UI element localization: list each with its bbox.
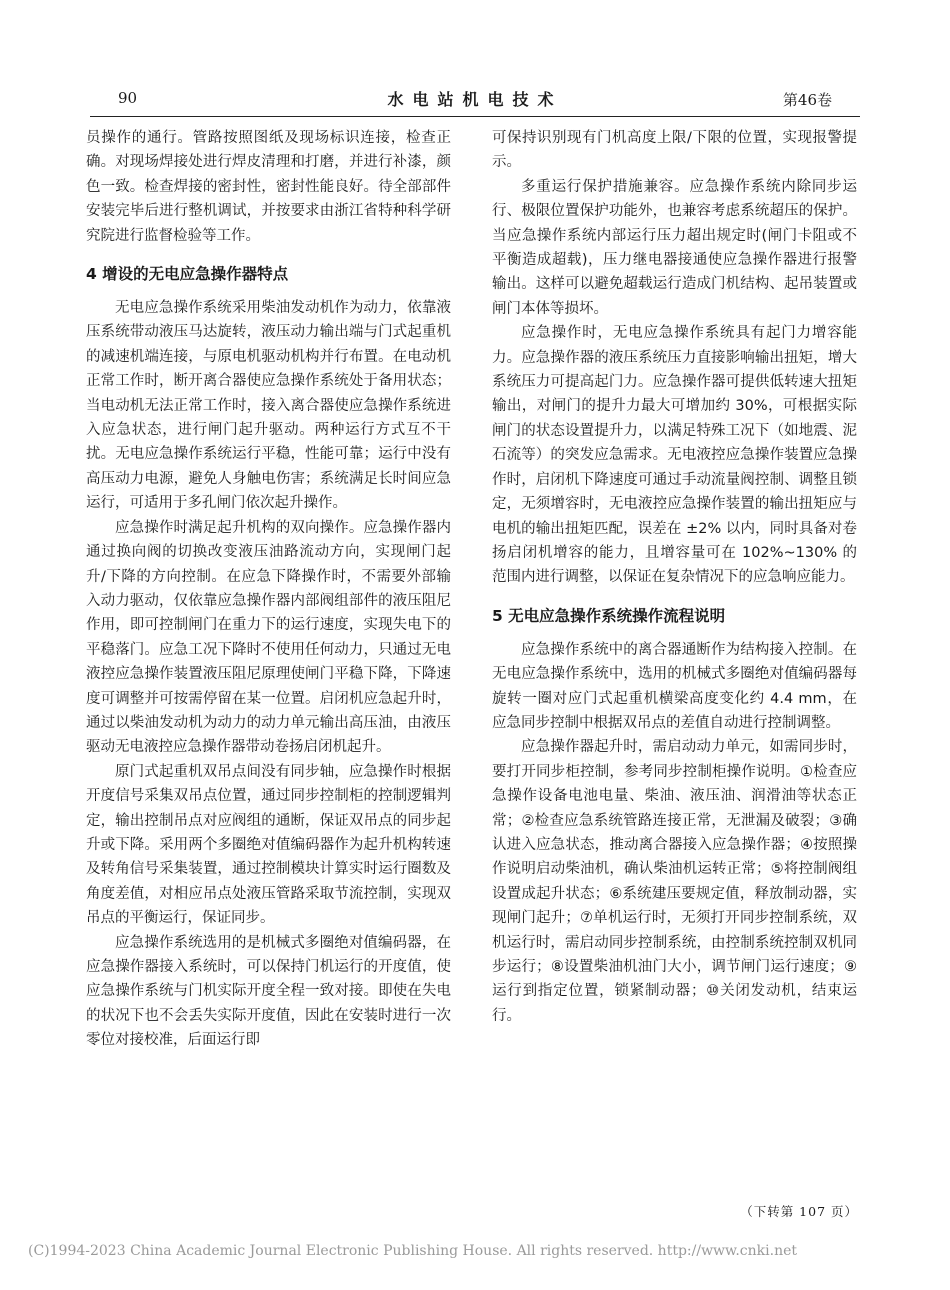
paragraph: 可保持识别现有门机高度上限/下限的位置，实现报警提示。 — [492, 130, 857, 171]
left-column — [86, 126, 451, 1053]
paragraph: 员操作的通行。管路按照图纸及现场标识连接，检查正确。对现场焊接处进行焊皮清理和打磨，并进行补漆，颜色一致。检查焊接的密封性，密封性能良好。待全部部件安装完毕后进行整机调试，并按要求由浙江省特种科学研究院进行监督检验等工作。 — [86, 130, 451, 244]
header-rule — [90, 116, 860, 117]
copyright-footer: (C)1994-2023 China Academic Journal Electronic Publishing House. All rights reserved. http://www.cnki.net — [28, 1243, 798, 1259]
running-header — [90, 85, 860, 113]
paragraph: 应急操作器起升时，需启动动力单元，如需同步时，要打开同步柜控制，参考同步控制柜操作说明。①检查应急操作设备电池电量、柴油、液压油、润滑油等状态正常；②检查应急系统管路连接正常，无泄漏及破裂；③确认进入应急状态，推动离合器接入应急操作器；④按照操作说明启动柴油机，确认柴油机运转正常；⑤将控制阀组设置成起升状态；⑥系统建压要规定值，释放制动器，实现闸门起升；⑦单机运行时，无须打开同步控制系统，双机运行时，需启动同步控制系统，由控制系统控制双机同步运行；⑧设置柴油机油门大小，调节闸门运行速度；⑨运行到指定位置，锁紧制动器；⑩关闭发动机，结束运行。 — [492, 739, 857, 1024]
paragraph: 应急操作系统中的离合器通断作为结构接入控制。在无电应急操作系统中，选用的机械式多圈绝对值编码器每旋转一圈对应门式起重机横梁高度变化约 4.4 mm，在应急同步控制中根据双吊点的差值自动进行控制调整。 — [492, 641, 857, 731]
paragraph: 应急操作时，无电应急操作系统具有起门力增容能力。应急操作器的液压系统压力直接影响输出扭矩，增大系统压力可提高起门力。应急操作器可提供低转速大扭矩输出，对闸门的提升力最大可增加约 30%，可根据实际闸门的状态设置提升力，以满足特殊工况下（如地震、泥石流等）的突发应急需求。无电液控应急操作装置应急操作时，启闭机下降速度可通过手动流量阀控制、调整且锁定，无须增容时，无电液控应急操作装置的输出扭矩应与电机的输出扭矩匹配，误差在 ±2% 以内，同时具备对卷扬启闭机增容的能力，且增容量可在 102%~130% 的范围内进行调整，以保证在复杂情况下的应急响应能力。 — [492, 325, 857, 586]
section-heading-5: 5 无电应急操作系统操作流程说明 — [492, 606, 726, 625]
paragraph: 应急操作时满足起升机构的双向操作。应急操作器内通过换向阀的切换改变液压油路流动方向，实现闸门起升/下降的方向控制。在应急下降操作时，不需要外部输入动力驱动，仅依靠应急操作器内部阀组部件的液压阻尼作用，即可控制闸门在重力下的运行速度，实现失电下的平稳落门。应急工况下降时不使用任何动力，只通过无电液控应急操作装置液压阻尼原理使闸门平稳下降，下降速度可调整并可按需停留在某一位置。启闭机应急起升时，通过以柴油发动机为动力的动力单元输出高压油，由液压驱动无电液控应急操作器带动卷扬启闭机起升。 — [86, 519, 451, 756]
page-number: 90 — [118, 89, 138, 107]
paragraph: 多重运行保护措施兼容。应急操作系统内除同步运行、极限位置保护功能外，也兼容考虑系统超压的保护。当应急操作系统内部运行压力超出规定时(闸门卡阻或不平衡造成超载)，压力继电器接通使应急操作器进行报警输出。这样可以避免超载运行造成门机结构、起吊装置或闸门本体等损坏。 — [492, 178, 857, 317]
continuation-note: （下转第 107 页） — [740, 1204, 858, 1219]
paragraph: 应急操作系统选用的是机械式多圈绝对值编码器，在应急操作器接入系统时，可以保持门机运行的开度值，使应急操作系统与门机实际开度全程一致对接。即使在失电的状况下也不会丢失实际开度值，因此在安装时进行一次零位对接校准，后面运行即 — [86, 934, 451, 1049]
right-column — [492, 126, 857, 1028]
paragraph: 无电应急操作系统采用柴油发动机作为动力，依靠液压系统带动液压马达旋转，液压动力输出端与门式起重机的减速机端连接，与原电机驱动机构并行布置。在电动机正常工作时，断开离合器使应急操作系统处于备用状态；当电动机无法正常工作时，接入离合器使应急操作系统进入应急状态，进行闸门起升驱动。两种运行方式互不干扰。无电应急操作系统运行平稳，性能可靠；运行中没有高压动力电源，避免人身触电伤害；系统满足长时间应急运行，可适用于多孔闸门依次起升操作。 — [86, 300, 451, 512]
section-heading-4: 4 增设的无电应急操作器特点 — [86, 265, 289, 284]
journal-title: 水电站机电技术 — [387, 90, 563, 109]
paragraph: 原门式起重机双吊点间没有同步轴，应急操作时根据开度信号采集双吊点位置，通过同步控制柜的控制逻辑判定，输出控制吊点对应阀组的通断，保证双吊点的同步起升或下降。采用两个多圈绝对值编码器作为起升机构转速及转角信号采集装置，通过控制模块计算实时运行圈数及角度差值，对相应吊点处液压管路采取节流控制，实现双吊点的平衡运行，保证同步。 — [86, 763, 451, 927]
volume-label: 第46卷 — [782, 91, 832, 109]
